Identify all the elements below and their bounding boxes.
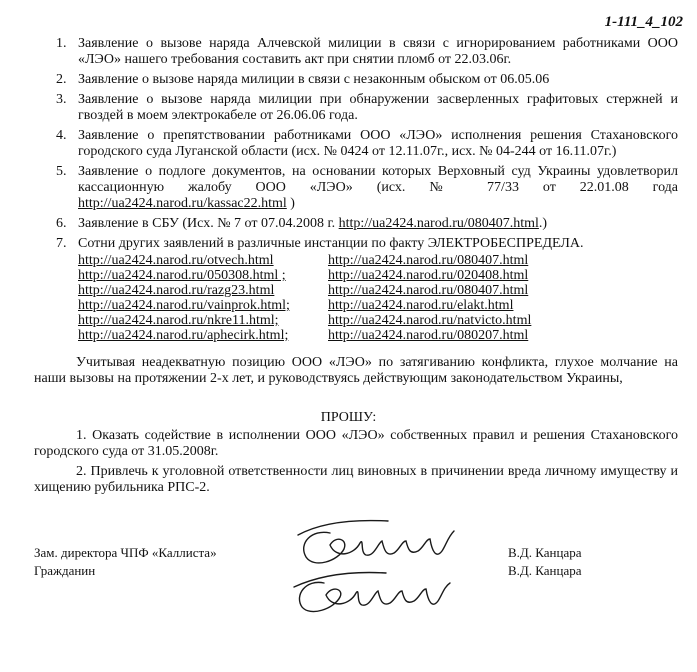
item-number: 2.: [56, 72, 67, 87]
item-link[interactable]: http://ua2424.narod.ru/kassac22.html: [78, 196, 287, 211]
signer-name: В.Д. Канцара: [508, 563, 582, 578]
link[interactable]: http://ua2424.narod.ru/050308.html ;: [78, 268, 286, 283]
item-number: 3.: [56, 92, 67, 107]
list-item: [56, 216, 678, 232]
request-text: 1. Оказать содействие в исполнении ООО «ЛЭО» собственных правил и решения Стахановского городского суда от 31.05.2008г.: [34, 428, 678, 459]
link[interactable]: http://ua2424.narod.ru/natvicto.html: [328, 313, 532, 328]
link-row: [78, 283, 678, 298]
signer-role: Зам. директора ЧПФ «Каллиста»: [34, 545, 217, 560]
item-text: Заявление о вызове наряда милиции при обнаружении засверленных графитовых стержней и гвоздей в моем электрокабеле от 26.06.06 года.: [78, 92, 678, 123]
link-row: [78, 328, 678, 343]
list-item: [56, 36, 678, 68]
link-row: [78, 268, 678, 283]
link[interactable]: http://ua2424.narod.ru/elakt.html: [328, 298, 514, 313]
item-text: Заявление в СБУ (Исх. № 7 от 07.04.2008 г.: [78, 216, 339, 231]
list-item: [56, 72, 678, 88]
signer-name: В.Д. Канцара: [508, 545, 582, 560]
request-item: [34, 428, 678, 460]
item-text-tail: .): [538, 216, 548, 231]
link[interactable]: http://ua2424.narod.ru/080407.html: [328, 253, 529, 268]
item-text: Заявление о вызове наряда Алчевской милиции в связи с игнорированием работниками ООО «ЛЭО» нашего требования составить акт при снятии пломб от 22.03.06г.: [78, 36, 678, 67]
request-text: 2. Привлечь к уголовной ответственности лиц виновных в причинении вреда личному имуществу и хищению рубильника РПС-2.: [34, 464, 678, 495]
document-id: 1-111_4_102: [604, 14, 683, 30]
item-number: 4.: [56, 128, 67, 143]
link[interactable]: http://ua2424.narod.ru/otvech.html: [78, 253, 274, 268]
link[interactable]: http://ua2424.narod.ru/080207.html: [328, 328, 529, 343]
link-row: [78, 298, 678, 313]
statement-list: [56, 36, 678, 347]
list-item: [56, 92, 678, 124]
link-row: [78, 253, 678, 268]
link[interactable]: http://ua2424.narod.ru/vainprok.html;: [78, 298, 290, 313]
item-text: Заявление о вызове наряда милиции в связи с незаконным обыском от 06.05.06: [78, 72, 550, 87]
item-text: Сотни других заявлений в различные инстанции по факту ЭЛЕКТРОБЕСПРЕДЕЛА.: [78, 236, 584, 251]
item-text: Заявление о препятствовании работниками ООО «ЛЭО» исполнения решения Стахановского городского суда Луганской области (исх. № 0424 от 12.11.07г., исх. № 04-244 от 16.11.07г.): [78, 128, 678, 159]
link[interactable]: http://ua2424.narod.ru/aphecirk.html;: [78, 328, 289, 343]
link[interactable]: http://ua2424.narod.ru/080407.html: [328, 283, 529, 298]
request-heading: ПРОШУ:: [320, 410, 377, 425]
link-row: [78, 313, 678, 328]
link[interactable]: http://ua2424.narod.ru/020408.html: [328, 268, 529, 283]
item-number: 5.: [56, 164, 67, 179]
item-link[interactable]: http://ua2424.narod.ru/080407.html: [338, 216, 539, 231]
reasoning-paragraph: [34, 355, 678, 387]
request-item: [34, 464, 678, 496]
item-text-tail: ): [286, 196, 295, 211]
list-item: [56, 128, 678, 160]
item-number: 6.: [56, 216, 67, 231]
signer-role: Гражданин: [34, 563, 96, 578]
link[interactable]: http://ua2424.narod.ru/nkre11.html;: [78, 313, 279, 328]
handwritten-signature: [290, 505, 480, 625]
item-number: 1.: [56, 36, 67, 51]
link-table: [78, 253, 678, 343]
list-item: [56, 236, 678, 343]
item-text: Заявление о подлоге документов, на основании которых Верховный суд Украины удовлетворил кассационную жалобу ООО «ЛЭО» (исх. № 77/33 от 22.01.08 года: [78, 164, 678, 195]
paragraph-text: Учитывая неадекватную позицию ООО «ЛЭО» по затягиванию конфликта, глухое молчание на наши вызовы на протяжении 2-х лет, и руководствуясь действующим законодательством Украины,: [34, 355, 678, 386]
link[interactable]: http://ua2424.narod.ru/razg23.html: [78, 283, 275, 298]
item-number: 7.: [56, 236, 67, 251]
list-item: [56, 164, 678, 212]
